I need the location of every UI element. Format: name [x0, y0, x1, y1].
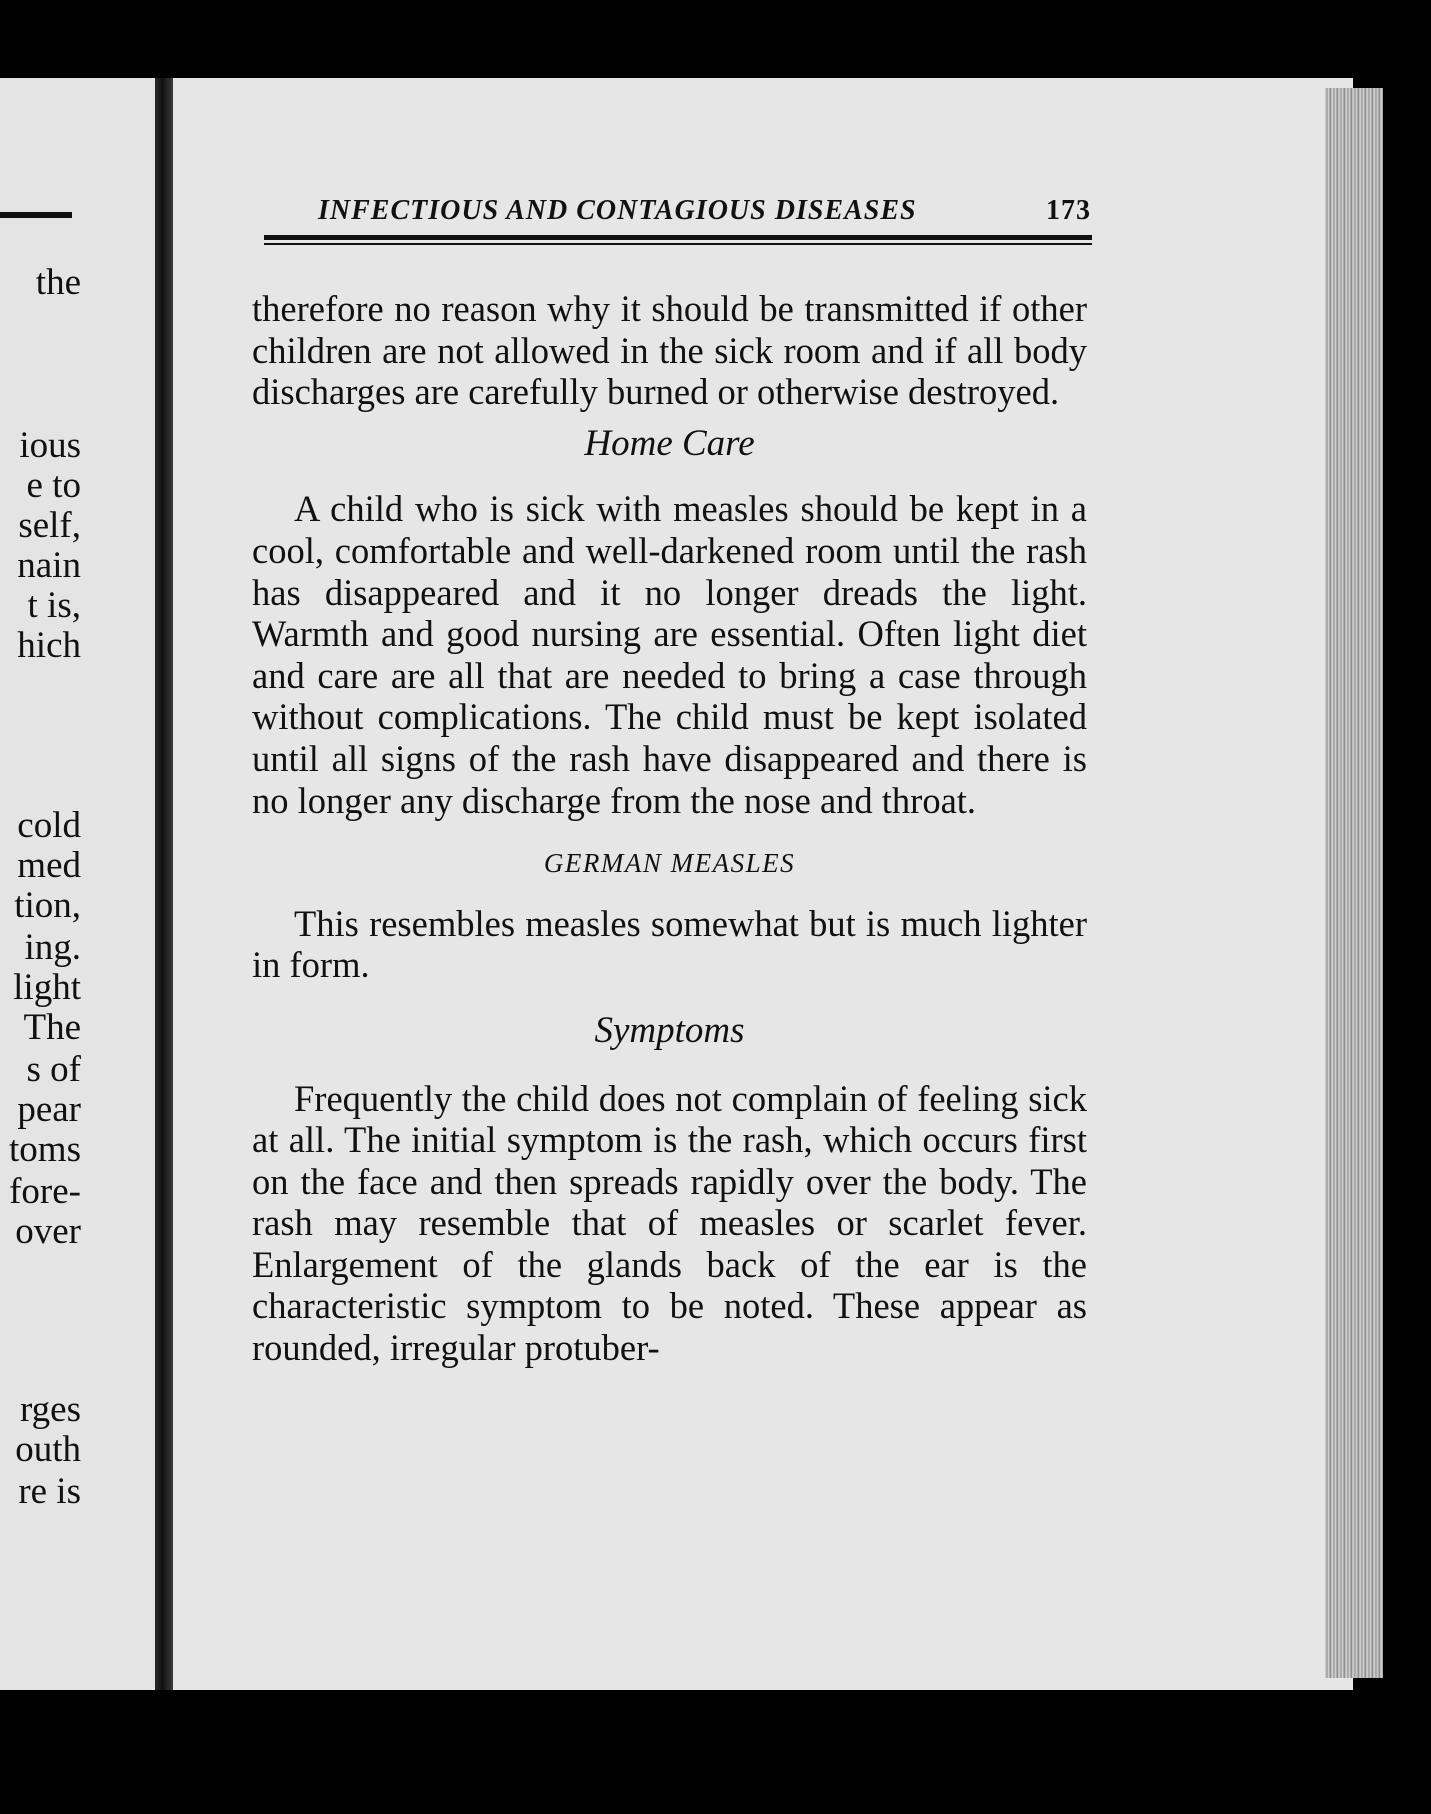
left-page-rule: [0, 212, 72, 218]
paragraph: Frequently the child does not complain of feeling sick at all. The initial symptom is the rash, which occurs first on the face and then spreads rapidly over the body. The rash may resemble that of measles or scarlet fever. Enlargement of the glands back of the ear is the characteristic symptom to be noted. These appear as rounded, irregular protuber-: [252, 1077, 1087, 1369]
left-page-fragment: light: [13, 967, 81, 1008]
running-head-title: INFECTIOUS AND CONTAGIOUS DISEASES: [318, 195, 917, 226]
book-gutter: [155, 78, 173, 1690]
left-page-fragment: over: [15, 1211, 81, 1252]
page-body: [252, 288, 1087, 1369]
section-heading-german-measles: GERMAN MEASLES: [543, 848, 796, 879]
left-page-fragment: outh: [15, 1429, 81, 1470]
left-page-fragment: med: [17, 845, 81, 886]
left-page-fragment: s of: [26, 1049, 81, 1090]
paragraph: This resembles measles somewhat but is much lighter in form.: [252, 902, 1087, 986]
left-page-fragment: self,: [18, 505, 81, 546]
left-page-fragment: t is,: [27, 585, 81, 626]
section-heading-home-care: Home Care: [584, 422, 755, 464]
left-page-fragment: hich: [17, 625, 81, 666]
header-rule: [264, 235, 1092, 240]
left-page-fragment: fore-: [9, 1171, 81, 1212]
left-page-fragment: ious: [19, 425, 81, 466]
section-heading-symptoms: Symptoms: [594, 1009, 745, 1051]
left-page-fragment: tion,: [14, 885, 81, 926]
left-page-fragment: pear: [17, 1089, 81, 1130]
page-number: 173: [1046, 195, 1091, 226]
left-page-fragment: rges: [20, 1389, 81, 1430]
left-page-fragment: The: [23, 1007, 81, 1048]
left-page-fragment: cold: [17, 805, 81, 846]
paragraph: therefore no reason why it should be transmitted if other children are not allowed in the sick room and if all body discharges are carefully burned or otherwise destroyed.: [252, 288, 1087, 413]
left-page-fragment: toms: [9, 1129, 81, 1170]
left-page-fragment: the: [35, 262, 81, 303]
header-rule-thin: [264, 243, 1092, 245]
running-head: [318, 195, 1090, 235]
left-page-fragment: nain: [17, 545, 81, 586]
left-page-fragment: re is: [18, 1471, 81, 1512]
left-page-fragment: e to: [26, 465, 81, 506]
page-edges: [1325, 88, 1383, 1678]
left-page-fragment: ing.: [24, 927, 81, 968]
paragraph: A child who is sick with measles should be kept in a cool, comfortable and well-darkened room until the rash has disappeared and it no longer dreads the light. Warmth and good nursing are essential. Often light diet and care are all that are needed to bring a case through without complications. The child must be kept isolated until all signs of the rash have disappeared and there is no longer any discharge from the nose and throat.: [252, 488, 1087, 821]
left-page: [0, 78, 155, 1690]
